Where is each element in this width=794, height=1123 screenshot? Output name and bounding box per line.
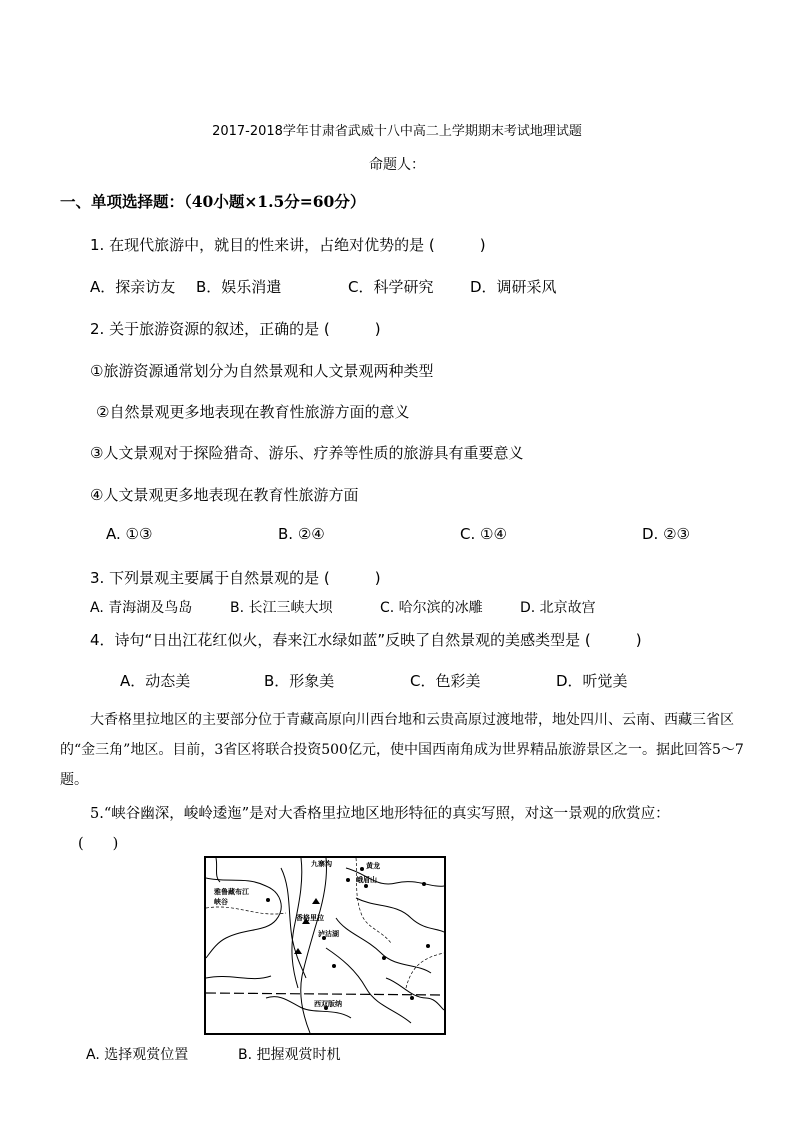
q2-statement-1: ①旅游资源通常划分为自然景观和人文景观两种类型 (90, 362, 434, 380)
q2-stem: 2. 关于旅游资源的叙述，正确的是 ( ) (90, 320, 381, 338)
q4-option-a: A．动态美 (120, 672, 191, 690)
q4-option-c: C．色彩美 (410, 672, 481, 690)
q3-option-b: B. 长江三峡大坝 (230, 600, 333, 616)
map-label-huanglong: 黄龙 (366, 862, 380, 870)
map-label-xishuangbanna: 西双版纳 (314, 1000, 342, 1008)
shangri-la-map (204, 856, 446, 1035)
q2-statement-4: ④人文景观更多地表现在教育性旅游方面 (90, 486, 359, 504)
q2-option-d: D. ②③ (642, 525, 690, 543)
reading-passage: 大香格里拉地区的主要部分位于青藏高原向川西台地和云贵高原过渡地带，地处四川、云南、西藏三省区的“金三角”地区。目前，3省区将联合投资500亿元，使中国西南角成为世界精品旅游景区之一。据此回答5～7题。 (60, 712, 744, 788)
q2-option-b: B. ②④ (278, 525, 325, 543)
q3-option-c: C. 哈尔滨的冰雕 (380, 600, 483, 616)
map-label-yarlung: 雅鲁藏布江 (214, 888, 249, 896)
q5-option-b: B. 把握观赏时机 (238, 1047, 341, 1063)
q2-option-a: A. ①③ (106, 525, 153, 543)
author-line: 命题人： (369, 157, 425, 173)
q1-option-b: B．娱乐消遣 (196, 278, 282, 296)
q3-option-a: A. 青海湖及鸟岛 (90, 600, 193, 616)
q5-stem: 5.“峡谷幽深，峻岭逶迤”是对大香格里拉地区地形特征的真实写照，对这一景观的欣赏应： (90, 806, 670, 822)
exam-title: 2017-2018学年甘肃省武威十八中高二上学期期末考试地理试题 (212, 124, 582, 139)
q1-option-d: D．调研采风 (470, 278, 557, 296)
q3-stem: 3. 下列景观主要属于自然景观的是 ( ) (90, 569, 381, 587)
map-label-jiuzhaigou: 九寨沟 (311, 860, 332, 868)
q2-option-c: C. ①④ (460, 525, 507, 543)
map-label-emeishan: 峨眉山 (356, 876, 377, 884)
q4-option-d: D．听觉美 (556, 672, 628, 690)
q5-option-a: A. 选择观赏位置 (86, 1047, 189, 1063)
q4-option-b: B．形象美 (264, 672, 335, 690)
q2-statement-3: ③人文景观对于探险猎奇、游乐、疗养等性质的旅游具有重要意义 (90, 444, 524, 462)
q3-option-d: D. 北京故宫 (520, 600, 596, 616)
q5-answer-blank: ( ) (78, 836, 119, 852)
map-label-lugu-lake: 泸沽湖 (318, 930, 339, 938)
q4-stem: 4．诗句“日出江花红似火，春来江水绿如蓝”反映了自然景观的美感类型是 ( ) (90, 631, 642, 649)
map-label-gorge: 峡谷 (214, 898, 228, 906)
section-heading: 一、单项选择题：（40小题×1.5分=60分） (60, 192, 366, 211)
q1-stem: 1. 在现代旅游中，就目的性来讲，占绝对优势的是 ( ) (90, 236, 486, 254)
q1-option-c: C．科学研究 (348, 278, 434, 296)
q2-statement-2: ②自然景观更多地表现在教育性旅游方面的意义 (96, 403, 410, 421)
map-label-shangrila: 香格里拉 (296, 914, 324, 922)
q1-option-a: A．探亲访友 (90, 278, 176, 296)
